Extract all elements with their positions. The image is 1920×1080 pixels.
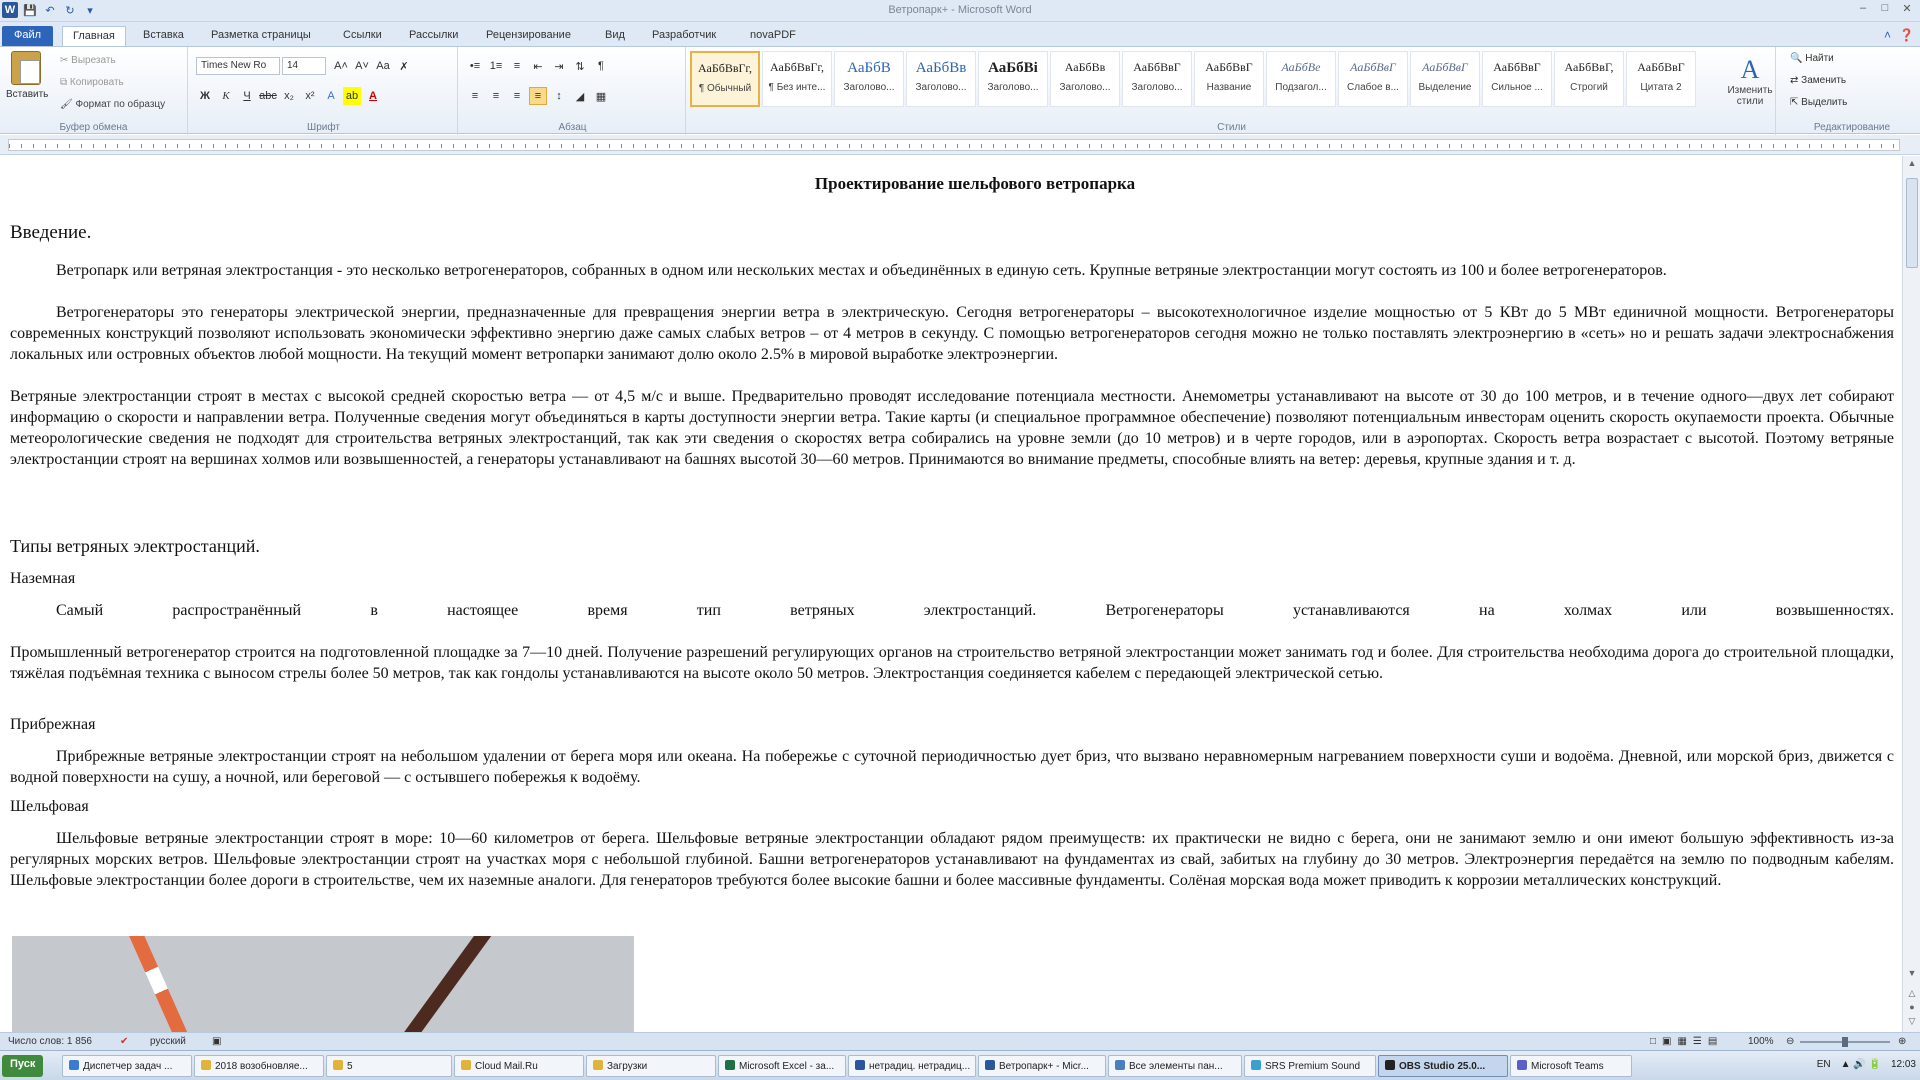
tab-novapdf[interactable]: novaPDF bbox=[750, 29, 796, 41]
zoom-out-icon[interactable]: ⊖ bbox=[1786, 1036, 1795, 1047]
style-tile[interactable] bbox=[978, 51, 1048, 107]
tab-references[interactable]: Ссылки bbox=[343, 29, 382, 41]
coastal-paragraph-1: Прибрежные ветряные электростанции строят на небольшом удалении от берега моря или океана. На побережье с суточной периодичностью дует бриз, что вызвано неравномерным нагреванием поверхности суши и водоёма. Дневной, или морской бриз, движется с водной поверхности на сушу, а ночной, или береговой — с остывшего побережья к водоёму. bbox=[10, 748, 1894, 786]
text-effects-icon[interactable]: A bbox=[327, 90, 335, 102]
align-center-icon[interactable]: ≡ bbox=[492, 90, 500, 102]
minimize-ribbon-icon[interactable]: ˄ bbox=[1884, 28, 1892, 42]
sort-icon[interactable]: ⇅ bbox=[575, 60, 585, 73]
style-name: Цитата 2 bbox=[1640, 82, 1682, 93]
word-count[interactable]: Число слов: 1 856 bbox=[8, 1036, 92, 1047]
style-sample: АаБбВі bbox=[988, 60, 1038, 76]
zoom-level[interactable]: 100% bbox=[1748, 1036, 1774, 1047]
taskbar-item-label: Загрузки bbox=[607, 1061, 648, 1072]
app-icon bbox=[1385, 1060, 1395, 1070]
tab-view[interactable]: Вид bbox=[605, 29, 625, 41]
style-name: Слабое в... bbox=[1347, 82, 1399, 93]
taskbar-item[interactable] bbox=[1244, 1055, 1376, 1077]
style-name: Заголово... bbox=[1059, 82, 1111, 93]
style-sample: АаБбВ bbox=[847, 60, 891, 76]
style-sample: АаБбВвГ bbox=[1493, 60, 1541, 74]
taskbar-item-label: Cloud Mail.Ru bbox=[475, 1061, 538, 1072]
font-size-select[interactable]: 14 bbox=[282, 57, 326, 75]
shrink-font-icon[interactable]: A˅ bbox=[355, 60, 369, 72]
tab-home[interactable]: Главная bbox=[62, 26, 126, 46]
next-page-icon[interactable]: ▽ bbox=[1908, 1016, 1916, 1026]
replace-icon: ⇄ bbox=[1790, 75, 1799, 86]
taskbar-item-label: 5 bbox=[347, 1061, 353, 1072]
style-sample: АаБбВвГг, bbox=[769, 60, 824, 74]
style-sample: АаБбВвГ, bbox=[1564, 60, 1614, 74]
horizontal-ruler[interactable] bbox=[0, 135, 1920, 155]
taskbar-item[interactable] bbox=[718, 1055, 846, 1077]
style-sample: АаБбВвГ bbox=[1205, 60, 1253, 74]
window-controls bbox=[1856, 2, 1914, 15]
taskbar-item[interactable] bbox=[454, 1055, 584, 1077]
underline-button[interactable]: Ч bbox=[243, 90, 251, 102]
ground-heading: Наземная bbox=[10, 570, 76, 587]
ribbon-tabs bbox=[0, 22, 1920, 46]
style-sample: АаБбВвГ bbox=[1350, 60, 1396, 74]
styles-group-label: Стили bbox=[1217, 122, 1246, 133]
style-sample: АаБбВв bbox=[1064, 60, 1106, 74]
style-name: Заголово... bbox=[987, 82, 1039, 93]
style-sample: АаБбВвГг, bbox=[697, 61, 752, 75]
taskbar-item-label: OBS Studio 25.0... bbox=[1399, 1061, 1486, 1072]
taskbar-item-label: Microsoft Teams bbox=[1531, 1061, 1604, 1072]
maximize-button[interactable]: □ bbox=[1881, 2, 1889, 14]
taskbar-item-label: Все элементы пан... bbox=[1129, 1061, 1223, 1072]
input-language[interactable]: EN bbox=[1816, 1059, 1831, 1070]
strikethrough-button[interactable]: abc bbox=[259, 90, 277, 102]
style-name: Подзагол... bbox=[1275, 82, 1327, 93]
app-icon bbox=[1517, 1060, 1527, 1070]
offshore-heading: Шельфовая bbox=[10, 798, 89, 815]
select-icon: ⇱ bbox=[1790, 97, 1799, 108]
taskbar-item-label: SRS Premium Sound bbox=[1265, 1061, 1361, 1072]
clear-format-icon[interactable]: ✗ bbox=[399, 60, 409, 73]
document-title: Проектирование шельфового ветропарка bbox=[814, 174, 1136, 193]
find-button[interactable]: 🔍 Найти bbox=[1790, 53, 1834, 64]
multilevel-list-icon[interactable]: ≡ bbox=[513, 60, 521, 72]
tray-icons[interactable]: ▲ 🔊 🔋 bbox=[1840, 1059, 1881, 1070]
style-tile[interactable] bbox=[1626, 51, 1696, 107]
intro-paragraph-2: Ветрогенераторы это генераторы электрической энергии, предназначенные для превращения энергии ветра в электрическую. Сегодня ветрогенераторы – высокотехнологичное изделие мощностью от 5 КВт до 5 МВт единичной мощности. Ветрогенераторы современных конструкций позволяют использовать экономически эффективно энергию даже самых слабых ветров – от 4 метров в секунду. С помощью ветрогенераторов сегодня можно не только поставлять электроэнергию в «сеть» но и решать задачи электроснабжения локальных или островных объектов любой мощности. На текущий момент ветропарки занимают долю около 2.5% в мировой выработке электроэнергии. bbox=[10, 304, 1894, 363]
styles-gallery bbox=[690, 51, 1696, 107]
style-tile[interactable] bbox=[834, 51, 904, 107]
taskbar bbox=[0, 1050, 1920, 1080]
italic-button[interactable]: К bbox=[222, 90, 230, 102]
taskbar-item[interactable] bbox=[326, 1055, 452, 1077]
increase-indent-icon[interactable]: ⇥ bbox=[554, 60, 564, 73]
style-tile[interactable] bbox=[1266, 51, 1336, 107]
document-page[interactable] bbox=[0, 156, 1902, 1032]
types-heading: Типы ветряных электростанций. bbox=[10, 536, 260, 556]
tab-mailings[interactable]: Рассылки bbox=[409, 29, 459, 41]
window-title: Ветропарк+ - Microsoft Word bbox=[888, 4, 1032, 16]
app-icon bbox=[725, 1060, 735, 1070]
title-bar bbox=[0, 0, 1920, 22]
grow-font-icon[interactable]: A˄ bbox=[334, 60, 348, 72]
align-left-icon[interactable]: ≡ bbox=[471, 90, 479, 102]
tab-developer[interactable]: Разработчик bbox=[652, 29, 717, 41]
taskbar-item-label: Диспетчер задач ... bbox=[83, 1061, 173, 1072]
style-sample: АаБбВвГ bbox=[1422, 60, 1468, 74]
superscript-button[interactable]: x² bbox=[305, 90, 315, 102]
paragraph-group bbox=[460, 47, 686, 135]
decrease-indent-icon[interactable]: ⇤ bbox=[533, 60, 543, 73]
taskbar-item[interactable] bbox=[62, 1055, 192, 1077]
font-name-select[interactable]: Times New Ro bbox=[196, 57, 280, 75]
clock[interactable]: 12:03 bbox=[1890, 1059, 1916, 1070]
scroll-up-icon[interactable]: ▲ bbox=[1907, 158, 1917, 168]
scroll-thumb[interactable] bbox=[1906, 178, 1918, 268]
show-marks-icon[interactable]: ¶ bbox=[598, 60, 604, 72]
status-bar bbox=[0, 1032, 1920, 1050]
line-spacing-icon[interactable]: ↕ bbox=[556, 90, 562, 102]
find-icon: 🔍 bbox=[1790, 53, 1803, 64]
customize-qat-icon[interactable]: ▾ bbox=[87, 4, 93, 17]
style-name: Строгий bbox=[1570, 82, 1608, 93]
app-icon bbox=[985, 1060, 995, 1070]
zoom-slider[interactable] bbox=[1800, 1041, 1890, 1043]
help-icon[interactable]: ❓ bbox=[1899, 28, 1914, 42]
subscript-button[interactable]: x₂ bbox=[284, 90, 294, 102]
style-tile[interactable] bbox=[1122, 51, 1192, 107]
clipboard-group-label: Буфер обмена bbox=[59, 122, 128, 133]
macro-record-icon[interactable]: ▣ bbox=[212, 1036, 222, 1047]
paragraph-group-label: Абзац bbox=[558, 122, 587, 133]
style-tile[interactable] bbox=[1554, 51, 1624, 107]
format-painter-button[interactable]: 🖌 Формат по образцу bbox=[60, 99, 166, 110]
view-buttons[interactable]: □▣▦☰▤ bbox=[1650, 1036, 1724, 1047]
style-name: Название bbox=[1206, 82, 1252, 93]
ground-paragraph-1: Самый распространённый в настоящее время тип ветряных электростанций. Ветрогенераторы устанавливаются на холмах или возвышенностях. bbox=[56, 602, 1894, 619]
taskbar-item[interactable] bbox=[586, 1055, 716, 1077]
justify-icon[interactable]: ≡ bbox=[529, 87, 547, 105]
zoom-in-icon[interactable]: ⊕ bbox=[1898, 1036, 1907, 1047]
style-tile[interactable] bbox=[906, 51, 976, 107]
change-case-icon[interactable]: Aa bbox=[376, 60, 390, 72]
app-icon bbox=[1115, 1060, 1125, 1070]
scroll-down-icon[interactable]: ▼ bbox=[1907, 968, 1917, 978]
align-right-icon[interactable]: ≡ bbox=[513, 90, 521, 102]
style-tile[interactable] bbox=[1410, 51, 1480, 107]
intro-heading: Введение. bbox=[10, 222, 92, 243]
font-group bbox=[190, 47, 458, 135]
editing-group-label: Редактирование bbox=[1813, 122, 1891, 133]
paste-button[interactable]: Вставить bbox=[6, 51, 46, 100]
style-sample: АаБбВвГ bbox=[1133, 60, 1181, 74]
language[interactable]: русский bbox=[150, 1036, 186, 1047]
style-tile[interactable] bbox=[1482, 51, 1552, 107]
offshore-paragraph-1: Шельфовые ветряные электростанции строят в море: 10—60 километров от берега. Шельфовые ветряные электростанции обладают рядом преимуществ: их практически не видно с берега, они не занимают землю и они имеют большую эффективность из-за регулярных морских ветров. Шельфовые электростанции строят на участках моря с небольшой глубиной. Башни ветрогенераторов устанавливают на фундаментах из свай, забитых на глубину до 30 метров. Электроэнергия передаётся на землю по подводным кабелям. Шельфовые электростанции более дороги в строительстве, чем их наземные аналоги. Для генераторов требуются более высокие башни и более массивные фундаменты. Солёная морская вода может приводить к коррозии металлических конструкций. bbox=[10, 830, 1894, 889]
app-icon bbox=[855, 1060, 865, 1070]
tab-file[interactable]: Файл bbox=[2, 26, 53, 46]
style-tile[interactable] bbox=[1338, 51, 1408, 107]
minimize-button[interactable]: – bbox=[1859, 2, 1867, 14]
coastal-heading: Прибрежная bbox=[10, 716, 96, 733]
prev-page-icon[interactable]: △ bbox=[1908, 988, 1916, 998]
word-app-icon[interactable]: W bbox=[2, 2, 18, 18]
ground-paragraph-2: Промышленный ветрогенератор строится на подготовленной площадке за 7—10 дней. Получение разрешений регулирующих органов на строительство ветряной электростанции может занимать год и более. Для строительства необходима дорога до строительной площадки, тяжёлая подъёмная техника с выносом стрелы более 50 метров, так как гондолы устанавливаются на высоте около 50 метров. Электростанция соединяется кабелем с передающей электрической сетью. bbox=[10, 644, 1894, 682]
system-tray bbox=[1817, 1059, 1916, 1070]
app-icon bbox=[69, 1060, 79, 1070]
app-icon bbox=[201, 1060, 211, 1070]
app-icon bbox=[593, 1060, 603, 1070]
undo-icon[interactable]: ↶ bbox=[45, 4, 55, 17]
taskbar-item[interactable] bbox=[848, 1055, 976, 1077]
wind-turbine-image[interactable] bbox=[12, 936, 634, 1032]
replace-button[interactable]: ⇄ Заменить bbox=[1790, 75, 1847, 86]
taskbar-item[interactable] bbox=[978, 1055, 1106, 1077]
bold-button[interactable]: Ж bbox=[200, 90, 210, 102]
style-name: Заголово... bbox=[915, 82, 967, 93]
style-tile[interactable] bbox=[762, 51, 832, 107]
style-sample: АаБбВвГ bbox=[1637, 60, 1685, 74]
intro-paragraph-3: Ветряные электростанции строят в местах с высокой средней скоростью ветра — от 4,5 м/с и выше. Предварительно проводят исследование потенциала местности. Анемометры устанавливают на высоте от 30 до 100 метров, и в течение одного—двух лет собирают информацию о скорости и направлении ветра. Полученные сведения могут объединяться в карты доступности энергии ветра. Такие карты (и специальное программное обеспечение) позволяют потенциальным инвесторам оценить скорость окупаемости проекта. Обычные метеорологические сведения не подходят для строительства ветряных электростанций, так как эти сведения о скоростях ветра собирались на уровне земли (до 10 метров) и в черте городов, или в аэропортах. Скорость ветра возрастает с высотой. Поэтому ветряные электростанции строят на вершинах холмов или возвышенностей, а генераторы устанавливают на башнях высотой 30—60 метров. Принимаются во внимание предметы, способные влиять на ветер: деревья, крупные здания и т. д. bbox=[10, 388, 1894, 468]
taskbar-item-label: нетрадиц. нетрадиц... bbox=[869, 1061, 971, 1072]
style-name: Заголово... bbox=[843, 82, 895, 93]
style-name: ¶ Без инте... bbox=[768, 82, 826, 93]
taskbar-item-label: Microsoft Excel - за... bbox=[739, 1061, 835, 1072]
taskbar-item[interactable] bbox=[1378, 1055, 1508, 1077]
cut-button[interactable]: ✂ Вырезать bbox=[60, 55, 116, 66]
style-sample: АаБбВе bbox=[1281, 60, 1321, 74]
app-icon bbox=[461, 1060, 471, 1070]
intro-paragraph-1: Ветропарк или ветряная электростанция - это несколько ветрогенераторов, собранных в одном или нескольких местах и объединённых в единую сеть. Крупные ветряные электростанции могут состоять из 100 и более ветрогенераторов. bbox=[56, 262, 1667, 279]
style-name: Сильное ... bbox=[1491, 82, 1543, 93]
app-icon bbox=[1251, 1060, 1261, 1070]
style-name: ¶ Обычный bbox=[698, 83, 752, 94]
style-sample: АаБбВв bbox=[915, 60, 967, 76]
taskbar-item[interactable] bbox=[1510, 1055, 1632, 1077]
font-group-label: Шрифт bbox=[307, 122, 340, 133]
highlight-icon[interactable]: ab bbox=[343, 87, 361, 105]
browse-object-icon[interactable]: ● bbox=[1909, 1002, 1915, 1012]
copy-button[interactable]: ⧉ Копировать bbox=[60, 77, 124, 88]
style-tile[interactable] bbox=[690, 51, 760, 107]
style-tile[interactable] bbox=[1050, 51, 1120, 107]
select-button[interactable]: ⇱ Выделить bbox=[1790, 97, 1848, 108]
proofing-icon[interactable]: ✔ bbox=[120, 1036, 129, 1047]
tab-review[interactable]: Рецензирование bbox=[486, 29, 571, 41]
close-button[interactable]: ✕ bbox=[1902, 3, 1912, 15]
change-styles-icon: A bbox=[1740, 55, 1760, 84]
taskbar-item[interactable] bbox=[194, 1055, 324, 1077]
taskbar-item[interactable] bbox=[1108, 1055, 1242, 1077]
style-tile[interactable] bbox=[1194, 51, 1264, 107]
shading-icon[interactable]: ◢ bbox=[575, 90, 585, 103]
taskbar-item-label: Ветропарк+ - Micr... bbox=[999, 1061, 1089, 1072]
style-name: Выделение bbox=[1418, 82, 1472, 93]
font-color-icon[interactable]: A bbox=[369, 90, 377, 102]
tab-page-layout[interactable]: Разметка страницы bbox=[211, 29, 311, 41]
redo-icon[interactable]: ↻ bbox=[65, 4, 75, 17]
taskbar-item-label: 2018 возобновляе... bbox=[215, 1061, 308, 1072]
bullets-icon[interactable]: •≡ bbox=[469, 60, 481, 72]
save-icon[interactable]: 💾 bbox=[23, 4, 37, 17]
start-button[interactable]: Пуск bbox=[2, 1055, 43, 1077]
clipboard-group bbox=[0, 47, 188, 135]
change-styles-button[interactable]: A Изменить стили bbox=[1720, 55, 1780, 107]
vertical-scrollbar[interactable] bbox=[1902, 156, 1920, 1032]
style-name: Заголово... bbox=[1131, 82, 1183, 93]
numbering-icon[interactable]: 1≡ bbox=[489, 60, 503, 72]
paste-icon bbox=[11, 51, 41, 85]
app-icon bbox=[333, 1060, 343, 1070]
ribbon bbox=[0, 46, 1920, 134]
borders-icon[interactable]: ▦ bbox=[595, 90, 607, 103]
tab-insert[interactable]: Вставка bbox=[143, 29, 184, 41]
